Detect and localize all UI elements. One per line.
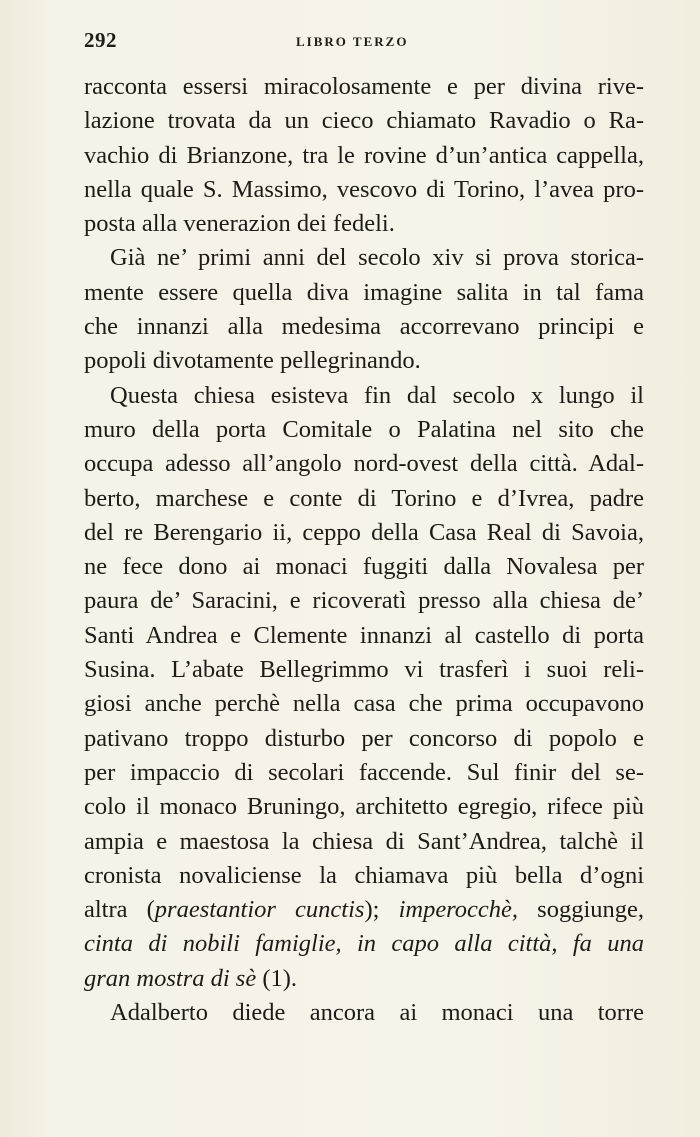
text-line: paura de’ Saracini, e ricoveratì presso alla chiesa de’ <box>84 587 644 615</box>
text-line: per impaccio di secolari faccende. Sul finir del se- <box>84 758 644 786</box>
page-number: 292 <box>84 28 117 52</box>
text-line: popoli divotamente pellegrinando. <box>84 347 421 375</box>
text-line: Susina. L’abate Bellegrimmo vi trasferì i suoi reli- <box>84 656 644 684</box>
text-line: muro della porta Comitale o Palatina nel sito che <box>84 415 644 443</box>
text-line <box>84 893 644 927</box>
text-segment: altra ( <box>84 896 155 924</box>
text-line: che innanzi alla medesima accorrevano principi e <box>84 313 644 341</box>
text-line: racconta essersi miracolosamente e per divina rive- <box>84 73 644 100</box>
paragraph-first-line: Già ne’ primi anni del secolo xiv si prova storica- <box>110 244 644 272</box>
text-line: lazione trovata da un cieco chiamato Ravadio o Ra- <box>84 107 644 135</box>
text-segment: soggiunge, <box>518 896 645 924</box>
text-line: cronista novaliciense la chiamava più bella d’ogni <box>84 861 644 889</box>
italic-quote: praestantior cunctis <box>154 896 365 924</box>
text-line: giosi anche perchè nella casa che prima occupavono <box>84 690 644 718</box>
text-line: mente essere quella diva imagine salita in tal fama <box>84 278 644 306</box>
text-line: ne fece dono ai monaci fuggiti dalla Novalesa per <box>84 553 644 581</box>
body-text <box>84 70 644 1030</box>
text-line: Santi Andrea e Clemente innanzi al castello di porta <box>84 621 644 649</box>
text-line: ampia e maestosa la chiesa di Sant’Andrea, talchè il <box>84 827 644 855</box>
footnote-reference: (1). <box>256 964 298 992</box>
text-line: occupa adesso all’angolo nord-ovest della città. Adal- <box>84 450 644 478</box>
text-line: colo il monaco Bruningo, architetto egregio, rifece più <box>84 793 644 821</box>
text-line: nella quale S. Massimo, vescovo di Torino, l’avea pro- <box>84 175 644 203</box>
text-line: pativano troppo disturbo per concorso di popolo e <box>84 724 644 752</box>
text-segment: ); <box>364 896 399 924</box>
running-head: LIBRO TERZO <box>296 34 409 49</box>
text-line: berto, marchese e conte di Torino e d’Ivrea, padre <box>84 484 644 512</box>
paragraph-first-line: Questa chiesa esisteva fin dal secolo x lungo il <box>110 381 644 409</box>
text-line <box>84 962 644 996</box>
text-line: posta alla venerazion dei fedeli. <box>84 210 395 238</box>
paragraph-first-line: Adalberto diede ancora ai monaci una torre <box>110 999 644 1027</box>
italic-line: cinta di nobili famiglie, in capo alla città, fa una <box>84 930 644 958</box>
text-line: del re Berengario ii, ceppo della Casa Real di Savoia, <box>84 518 644 546</box>
italic-text: gran mostra di sè <box>84 964 257 992</box>
italic-text: imperocchè, <box>398 896 519 924</box>
page-header <box>84 28 640 58</box>
text-line: vachio di Brianzone, tra le rovine d’un’antica cappella, <box>84 141 644 169</box>
